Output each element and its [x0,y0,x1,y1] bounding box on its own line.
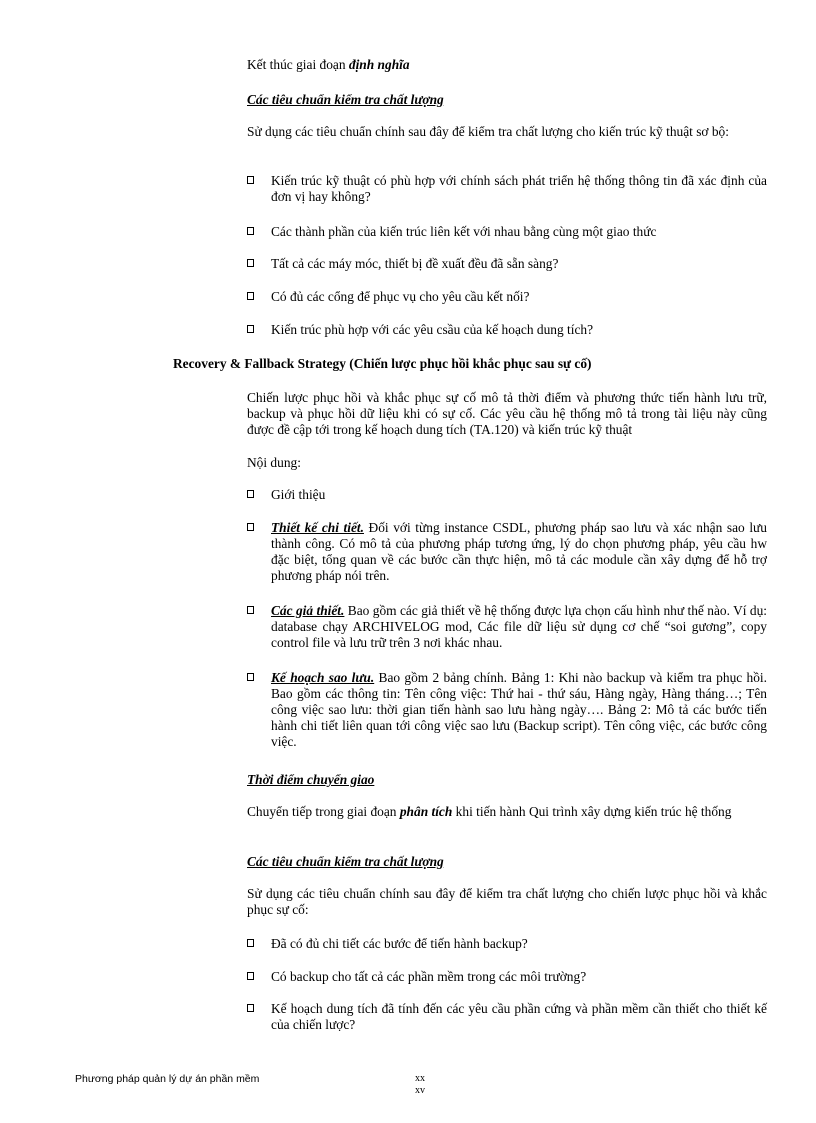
list-item-text: Các thành phần của kiến trúc liên kết với nhau bằng cùng một giao thức [271,224,657,239]
checkbox-bullet-icon [247,490,254,498]
list-item-text [271,670,767,750]
list-item [247,224,767,240]
checkbox-bullet-icon [247,939,254,947]
list-item-label: Kế hoạch sao lưu. [271,670,375,685]
list-item-text: Kiến trúc kỹ thuật có phù hợp với chính sách phát triển hệ thống thông tin đã xác định của đơn vị hay không? [271,173,767,204]
text-run: Chuyển tiếp trong giai đoạn [247,804,400,819]
checkbox-bullet-icon [247,1004,254,1012]
list-item-body: Đối với từng instance CSDL, phương pháp sao lưu và xác nhận sao lưu thành công. Có mô tả của phương pháp tương ứng, lý do chọn phương pháp, yêu cầu hw đặc biệt, tổng quan về các bước cần thực hiện, mô tả các module cần xây dựng để hỗ trợ phương pháp nói trên. [271,520,767,583]
page-number-secondary: xv [415,1085,425,1096]
list-item [247,520,767,584]
handover-heading: Thời điểm chuyển giao [247,772,375,787]
page-number: xx [415,1073,425,1084]
checkbox-bullet-icon [247,292,254,300]
list-item [247,969,767,985]
list-item-label: Các giả thiết. [271,603,345,618]
list-item [247,936,767,952]
list-item [247,322,767,338]
handover-paragraph [247,804,767,820]
list-item-body: Giới thiệu [271,487,326,502]
checkbox-bullet-icon [247,972,254,980]
checkbox-bullet-icon [247,259,254,267]
list-item [247,487,767,503]
list-item [247,670,767,750]
checkbox-bullet-icon [247,523,254,531]
emphasis-text: định nghĩa [348,57,410,72]
contents-label: Nội dung: [247,455,301,470]
list-item-text [271,520,767,584]
list-item-text [271,487,767,503]
list-item-text: Kế hoạch dung tích đã tính đến các yêu cầu phần cứng và phần mềm cần thiết cho thiết kế của chiến lược? [271,1001,767,1032]
list-item [247,173,767,205]
checkbox-bullet-icon [247,606,254,614]
text-run: khi tiến hành Qui trình xây dựng kiến trúc hệ thống [452,804,732,819]
list-item-text: Có đủ các cổng để phục vụ cho yêu cầu kết nối? [271,289,530,304]
checkbox-bullet-icon [247,176,254,184]
list-item-text: Tất cả các máy móc, thiết bị đề xuất đều đã sẵn sàng? [271,256,559,271]
checkbox-bullet-icon [247,325,254,333]
checkbox-bullet-icon [247,673,254,681]
list-item [247,603,767,651]
end-phase-paragraph [247,57,767,73]
list-item-text: Kiến trúc phù hợp với các yêu csầu của kế hoạch dung tích? [271,322,594,337]
emphasis-text: phân tích [399,804,453,819]
recovery-description: Chiến lược phục hồi và khắc phục sự cố mô tả thời điểm và phương thức tiến hành lưu trữ, backup và phục hồi dữ liệu khi có sự cố. Các yêu cầu hệ thống mô tả trong tài liệu này cũng được đề cập tới trong kế hoạch dung tích (TA.120) và kiến trúc kỹ thuật [247,390,767,437]
list-item-text: Đã có đủ chi tiết các bước để tiến hành backup? [271,936,528,951]
quality-criteria-intro-2: Sử dụng các tiêu chuẩn chính sau đây để kiểm tra chất lượng cho chiến lược phục hồi và khắc phục sự cố: [247,886,767,917]
list-item-body: Bao gồm 2 bảng chính. Bảng 1: Khi nào backup và kiểm tra phục hồi. Bao gồm các thông tin: Tên công việc: Thứ hai - thứ sáu, Hàng ngày, Hàng tháng…; Tên công việc sao lưu: thời gian tiến hành sao lưu hàng ngày…. Bảng 2: Mô tả các bước tiến hành chi tiết liên quan tới công việc sao lưu (Backup script). Tên công việc, các bước công việc. [271,670,767,749]
quality-criteria-heading-2: Các tiêu chuẩn kiểm tra chất lượng [247,854,444,869]
list-item-label: Thiết kế chi tiết. [271,520,364,535]
list-item-body: Bao gồm các giả thiết về hệ thống được lựa chọn cấu hình như thế nào. Ví dụ: database chạy ARCHIVELOG mod, Các file dữ liệu sử dụng cơ chế “soi gương”, copy control file và lưu trữ trên 3 nơi khác nhau. [271,603,768,650]
quality-criteria-heading-1: Các tiêu chuẩn kiểm tra chất lượng [247,92,444,107]
footer-title: Phương pháp quản lý dự án phần mềm [75,1073,260,1085]
checkbox-bullet-icon [247,227,254,235]
list-item-text [271,603,767,651]
list-item [247,256,767,272]
text-run: Kết thúc giai đoạn [247,57,349,72]
quality-criteria-intro-1: Sử dụng các tiêu chuẩn chính sau đây để kiểm tra chất lượng cho kiến trúc kỹ thuật sơ bộ: [247,124,729,139]
list-item [247,289,767,305]
section-title: Recovery & Fallback Strategy (Chiến lược phục hồi khắc phục sau sự cố) [173,356,592,371]
list-item [247,1001,767,1033]
list-item-text: Có backup cho tất cả các phần mềm trong các môi trường? [271,969,587,984]
